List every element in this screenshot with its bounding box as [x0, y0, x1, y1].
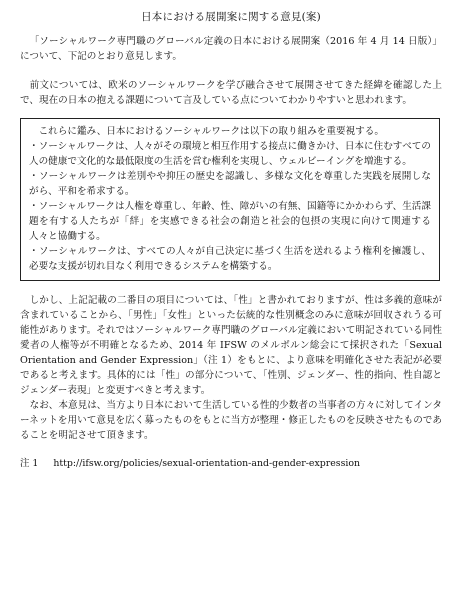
- box-item: ・ソーシャルワークは、すべての人々が自己決定に基づく生活を送れるよう権利を擁護し、必要な支援が切れ目なく利用できるシステムを構築する。: [29, 246, 431, 272]
- intro-paragraph: 「ソーシャルワーク専門職のグローバル定義の日本における展開案（2016 年 4 月 14 日版）」について、下記のとおり意見します。: [20, 36, 442, 62]
- footnote-link[interactable]: http://ifsw.org/policies/sexual-orientation-and-gender-expression: [53, 458, 361, 469]
- footnote: [20, 457, 442, 471]
- box-item: ・ソーシャルワークは、人々がその環境と相互作用する接点に働きかけ、日本に住むすべての人の健康で文化的な最低限度の生活を営む権利を実現し、ウェルビーイングを増進する。: [29, 141, 431, 167]
- preface-paragraph: 前文については、欧米のソーシャルワークを学び融合させて展開させてきた経緯を確認した上で、現在の日本の抱える課題について言及している点についてわかりやすいと思われます。: [20, 80, 442, 106]
- note-paragraph: なお、本意見は、当方より日本において生活している性的少数者の当事者の方々に対してインターネットを用いて意見を広く募ったものをもとに当方が整理・修正したものを反映させたものであることを明記させて頂きます。: [20, 400, 442, 441]
- box-item: ・ソーシャルワークは差別やや抑圧の歴史を認識し、多様な文化を尊重した実践を展開しながら、平和を希求する。: [29, 171, 431, 197]
- opinion-paragraph: しかし、上記記載の二番目の項目については、「性」と書かれておりますが、性は多義的意味が含まれていることから、「男性」「女性」といった伝統的な性別概念のみに意味が回収されうる可能性があります。それではソーシャルワーク専門職のグローバル定義において明記されている同性愛者の人権等が不明確となるため、2014 年 IFSW のメルボルン総会にて採択された「Sexual Orientation and Gender Expression」（注 1）をもとに、より意味を明確化させた表記が必要であると考えます。具体的には「性」の部分について、「性別、ジェンダー、性的指向、性自認とジェンダー表現」と変更すべきと考えます。: [20, 295, 442, 396]
- box-lead: これらに鑑み、日本におけるソーシャルワークは以下の取り組みを重要視する。: [38, 126, 384, 137]
- footnote-label: 注 1: [20, 458, 39, 469]
- document-title: 日本における展開案に関する意見(案): [141, 11, 321, 23]
- box-item: ・ソーシャルワークは人権を尊重し、年齢、性、障がいの有無、国籍等にかかわらず、生活課題を有する人たちが「絆」を実感できる社会の創造と社会的包摂の実現に向けて関連する人々と協働する。: [29, 201, 431, 242]
- boxed-quotation: [20, 118, 440, 281]
